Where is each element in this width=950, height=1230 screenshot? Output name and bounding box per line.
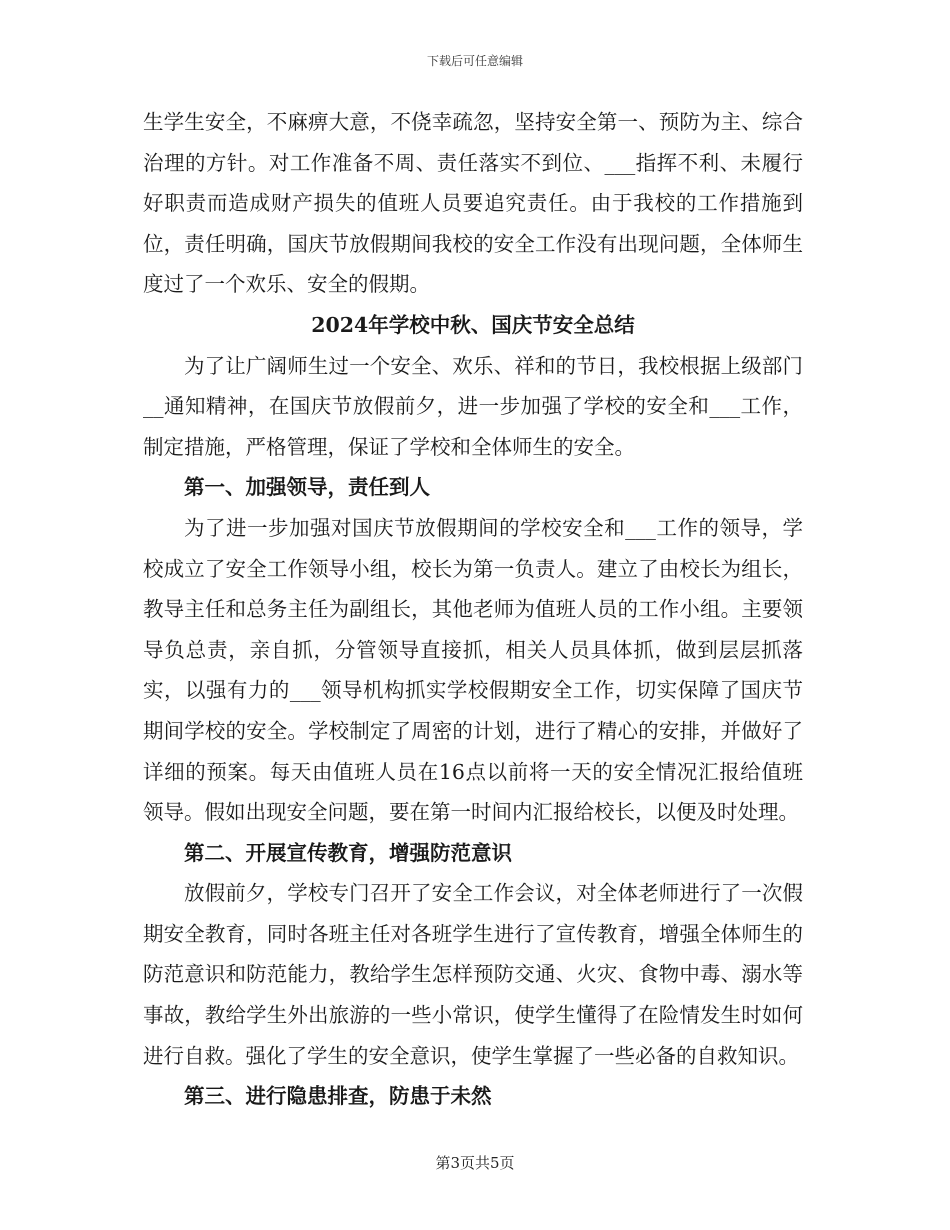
document-title: 2024年学校中秋、国庆节安全总结 xyxy=(311,312,635,337)
section-heading-3: 第三、进行隐患排查，防患于未然 xyxy=(184,1084,492,1109)
paragraph-1: 为了让广阔师生过一个安全、欢乐、祥和的节日，我校根据上级部门__通知精神，在国庆节放假前夕，进一步加强了学校的安全和___工作，制定措施，严格管理，保证了学校和全体师生的安全。 xyxy=(143,353,803,459)
document-body xyxy=(143,102,803,1117)
intro-paragraph: 生学生安全，不麻痹大意，不侥幸疏忽，坚持安全第一、预防为主、综合治理的方针。对工作准备不周、责任落实不到位、___指挥不利、未履行好职责而造成财产损失的值班人员要追究责任。由于我校的工作措施到位，责任明确，国庆节放假期间我校的安全工作没有出现问题，全体师生度过了一个欢乐、安全的假期。 xyxy=(143,110,803,297)
paragraph-3: 放假前夕，学校专门召开了安全工作会议，对全体老师进行了一次假期安全教育，同时各班主任对各班学生进行了宣传教育，增强全体师生的防范意识和防范能力，教给学生怎样预防交通、火灾、食物中毒、溺水等事故，教给学生外出旅游的一些小常识，使学生懂得了在险情发生时如何进行自救。强化了学生的安全意识，使学生掌握了一些必备的自救知识。 xyxy=(143,881,803,1068)
paragraph-2: 为了进一步加强对国庆节放假期间的学校安全和___工作的领导，学校成立了安全工作领导小组，校长为第一负责人。建立了由校长为组长，教导主任和总务主任为副组长，其他老师为值班人员的工作小组。主要领导负总责，亲自抓，分管领导直接抓，相关人员具体抓，做到层层抓落实，以强有力的___领导机构抓实学校假期安全工作，切实保障了国庆节期间学校的安全。学校制定了周密的计划，进行了精心的安排，并做好了详细的预案。每天由值班人员在16点以前将一天的安全情况汇报给值班领导。假如出现安全问题，要在第一时间内汇报给校长，以便及时处理。 xyxy=(143,515,803,825)
section-heading-2: 第二、开展宣传教育，增强防范意识 xyxy=(184,840,512,865)
section-heading-1: 第一、加强领导，责任到人 xyxy=(184,475,430,500)
page-indicator: 第3页共5页 xyxy=(435,1154,515,1172)
header-note: 下载后可任意编辑 xyxy=(426,54,523,68)
